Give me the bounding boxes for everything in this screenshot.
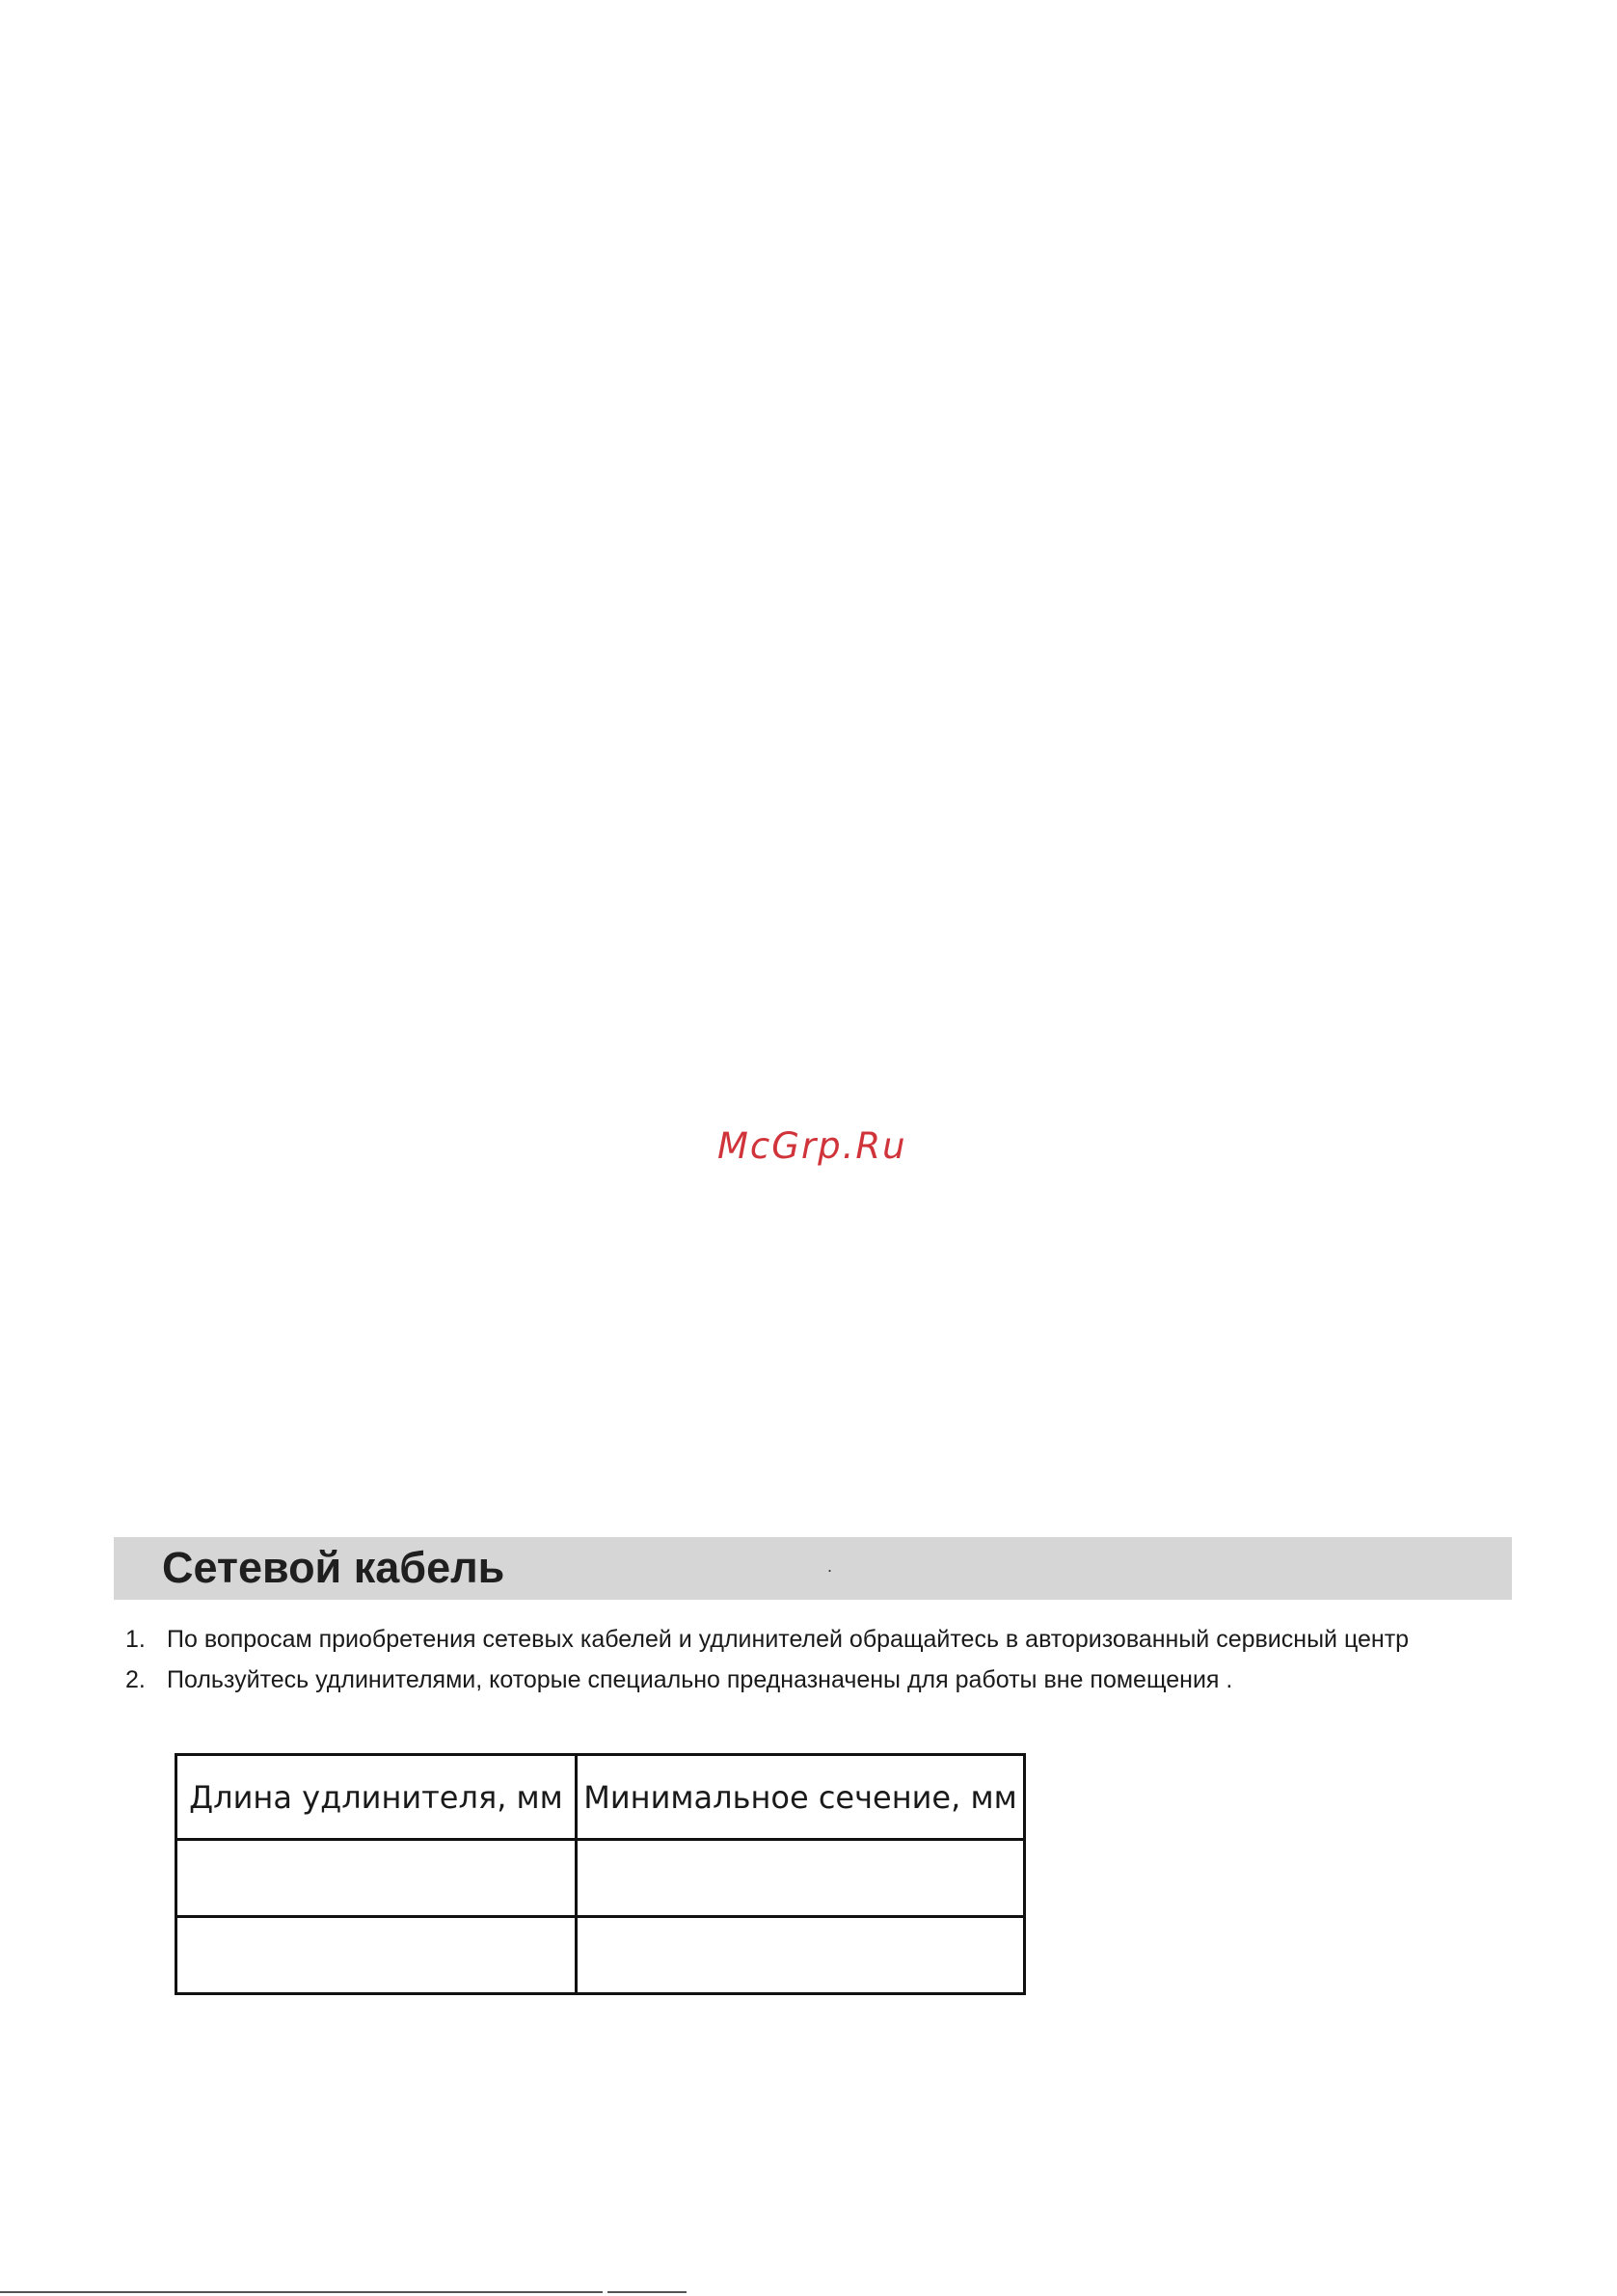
cable-table [175, 1753, 1026, 1995]
table-header-row [176, 1755, 1025, 1840]
watermark-text: McGrp.Ru [717, 1125, 907, 1167]
list-item-text: Пользуйтесь удлинителями, которые специально предназначены для работы вне помещения . [167, 1666, 1233, 1693]
header-dot: . [827, 1556, 833, 1576]
footer-rule-right [607, 2291, 687, 2293]
list-item [125, 1661, 1514, 1701]
list-item-number: 1. [125, 1626, 146, 1653]
instructions-list [125, 1620, 1514, 1701]
table-cell [176, 1840, 577, 1917]
list-item-number: 2. [125, 1666, 146, 1693]
table-cell [176, 1917, 577, 1994]
list-item [125, 1620, 1514, 1661]
table-header-length: Длина удлинителя, мм [176, 1755, 577, 1840]
section-title: Сетевой кабель [162, 1543, 505, 1592]
table-cell [577, 1917, 1025, 1994]
table-row [176, 1917, 1025, 1994]
section-header [114, 1537, 1512, 1600]
table-cell [577, 1840, 1025, 1917]
footer-rule-left [0, 2291, 603, 2293]
list-item-text: По вопросам приобретения сетевых кабелей и удлинителей обращайтесь в авторизованный сервисный центр [167, 1626, 1410, 1653]
table-header-section: Минимальное сечение, мм [577, 1755, 1025, 1840]
table-row [176, 1840, 1025, 1917]
